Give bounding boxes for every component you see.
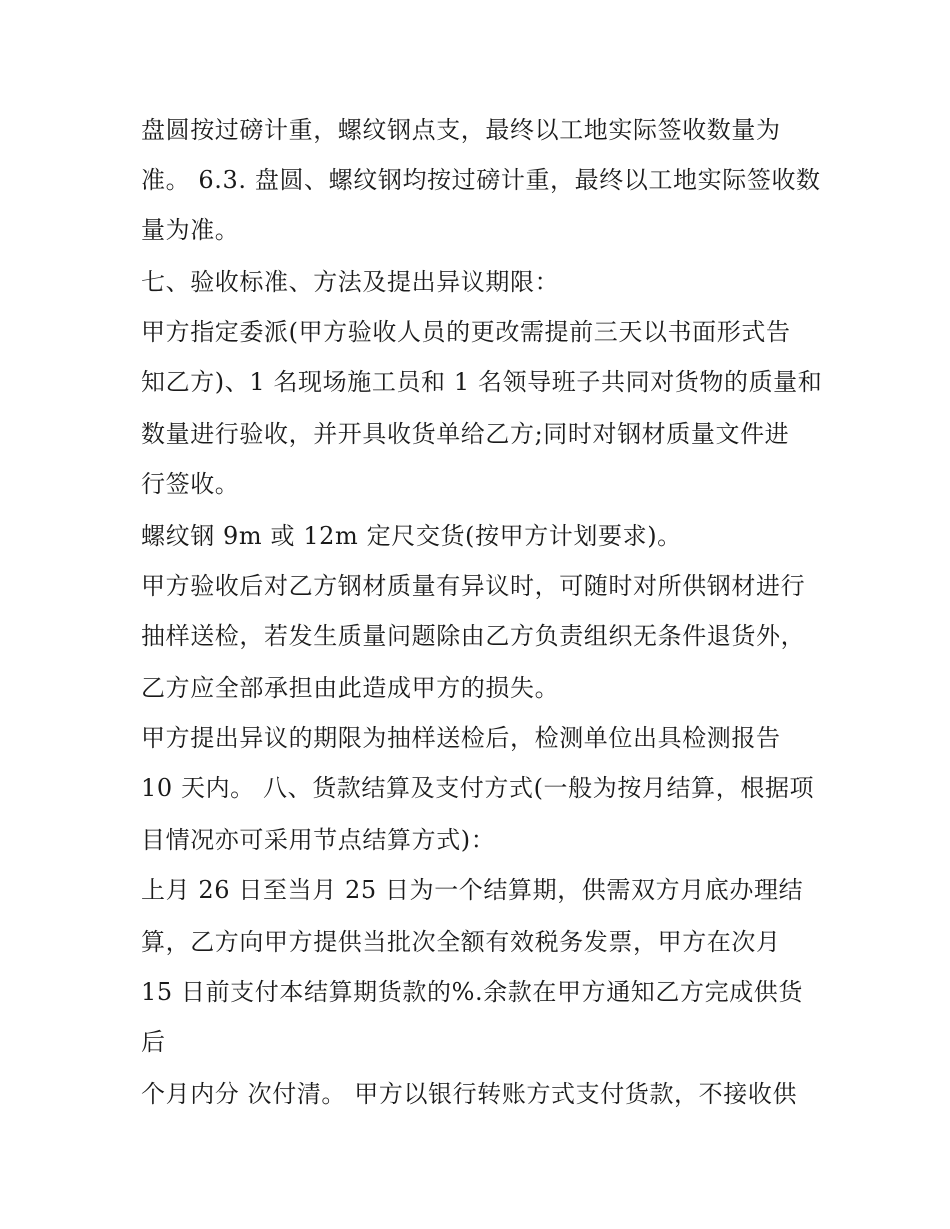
text-line: 上月 26 日至当月 25 日为一个结算期，供需双方月底办理结 bbox=[141, 876, 804, 904]
text-line: 算，乙方向甲方提供当批次全额有效税务发票，甲方在次月 bbox=[141, 928, 781, 956]
section-heading: 七、验收标准、方法及提出异议期限： bbox=[141, 268, 560, 296]
text-line: 15 日前支付本结算期货款的%.余款在甲方通知乙方完成供货 bbox=[141, 978, 803, 1006]
text-line: 抽样送检，若发生质量问题除由乙方负责组织无条件退货外， bbox=[141, 622, 806, 650]
text-line: 甲方验收后对乙方钢材质量有异议时，可随时对所供钢材进行 bbox=[141, 572, 806, 600]
text-line: 目情况亦可采用节点结算方式)： bbox=[141, 826, 496, 854]
text-line: 10 天内。 八、货款结算及支付方式(一般为按月结算，根据项 bbox=[141, 774, 815, 802]
text-line: 数量进行验收，并开具收货单给乙方;同时对钢材质量文件进 bbox=[141, 420, 790, 448]
text-line: 准。 6.3. 盘圆、螺纹钢均按过磅计重，最终以工地实际签收数 bbox=[141, 166, 821, 194]
text-line: 量为准。 bbox=[141, 216, 240, 244]
text-line: 个月内分 次付清。 甲方以银行转账方式支付货款，不接收供 bbox=[141, 1080, 798, 1108]
text-line: 甲方指定委派(甲方验收人员的更改需提前三天以书面形式告 bbox=[141, 318, 791, 346]
text-line: 螺纹钢 9m 或 12m 定尺交货(按甲方计划要求)。 bbox=[141, 522, 682, 550]
text-line: 后 bbox=[141, 1028, 166, 1056]
text-line: 甲方提出异议的期限为抽样送检后，检测单位出具检测报告 bbox=[141, 724, 781, 752]
text-line: 行签收。 bbox=[141, 470, 240, 498]
text-line: 盘圆按过磅计重，螺纹钢点支，最终以工地实际签收数量为 bbox=[141, 116, 781, 144]
text-line: 乙方应全部承担由此造成甲方的损失。 bbox=[141, 674, 560, 702]
text-line: 知乙方)、1 名现场施工员和 1 名领导班子共同对货物的质量和 bbox=[141, 368, 823, 396]
